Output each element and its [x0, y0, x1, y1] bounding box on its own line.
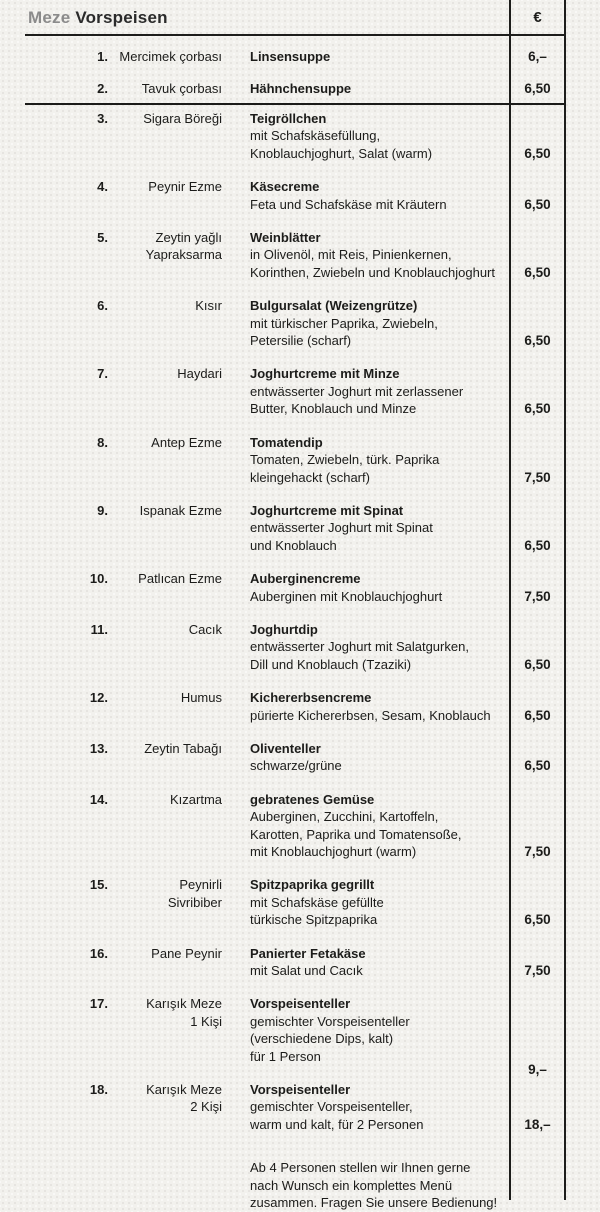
- item-price: 7,50: [524, 588, 551, 604]
- menu-header: [25, 0, 566, 36]
- item-turkish-name: Zeytin Tabağı: [144, 740, 222, 756]
- item-title: Käsecreme: [250, 179, 320, 195]
- item-number: 1.: [97, 49, 108, 64]
- item-description: mit türkischer Paprika, Zwiebeln, Petersilie (scharf): [250, 315, 438, 349]
- item-description: entwässerter Joghurt mit Spinat und Knoblauch: [250, 520, 433, 553]
- menu-item: [25, 502, 566, 554]
- item-german-block: [222, 876, 509, 928]
- item-number: 3.: [97, 111, 108, 126]
- item-description: mit Schafskäse gefüllte türkische Spitzpaprika: [250, 894, 384, 928]
- item-german-block: [222, 570, 509, 605]
- item-description: schwarze/grüne: [250, 758, 342, 774]
- item-german-block: [222, 945, 509, 980]
- item-price: 6,50: [524, 758, 551, 774]
- menu-item: [25, 791, 566, 861]
- item-price: 6,50: [524, 537, 551, 553]
- item-title: Panierter Fetakäse: [250, 945, 366, 961]
- item-number: 18.: [89, 1082, 108, 1098]
- menu-item: [25, 434, 566, 486]
- item-price: 6,50: [524, 196, 551, 212]
- item-turkish-name: Karışık Meze 2 Kişi: [146, 1082, 222, 1115]
- item-turkish-name: Zeytin yağlı Yapraksarma: [145, 230, 222, 263]
- item-title: Spitzpaprika gegrillt: [250, 877, 375, 893]
- item-title: Linsensuppe: [250, 49, 331, 64]
- menu-item: [25, 689, 566, 724]
- note-line: zusammen. Fragen Sie unsere Bedienung!: [250, 1195, 498, 1211]
- item-turkish-name: Tavuk çorbası: [141, 81, 222, 97]
- item-price: 7,50: [524, 844, 551, 859]
- item-title: Bulgursalat (Weizengrütze): [250, 298, 418, 314]
- item-price: 6,50: [524, 145, 551, 161]
- page-title-german: Vorspeisen: [75, 8, 168, 27]
- item-turkish-name: Kısır: [195, 298, 222, 314]
- item-title: Oliventeller: [250, 740, 321, 756]
- item-description: Feta und Schafskäse mit Kräutern: [250, 196, 447, 212]
- item-description: Auberginen, Zucchini, Kartoffeln, Karotten, Paprika und Tomatensoße, mit Knoblauchjoghurt (warm): [250, 809, 462, 859]
- price-column-right-rule: [564, 0, 566, 1200]
- item-turkish-name: Peynirli Sivribiber: [167, 877, 222, 910]
- item-number: 17.: [89, 996, 108, 1012]
- item-german-block: [222, 740, 509, 775]
- item-turkish-name: Cacık: [188, 621, 222, 637]
- item-number: 16.: [89, 945, 108, 961]
- item-german-block: [222, 48, 509, 65]
- item-turkish-name: Humus: [180, 690, 222, 706]
- menu-item: [25, 1081, 566, 1133]
- item-description: mit Salat und Cacık: [250, 963, 363, 979]
- item-price: 6,50: [524, 81, 551, 97]
- note-line: Ab 4 Personen stellen wir Ihnen gerne: [250, 1160, 471, 1176]
- item-german-block: [222, 297, 509, 349]
- menu-item: [25, 80, 566, 97]
- item-number: 11.: [90, 621, 108, 637]
- item-german-block: [222, 689, 509, 724]
- item-number: 5.: [97, 230, 108, 246]
- item-number: 6.: [97, 298, 108, 314]
- item-title: Joghurtdip: [250, 621, 318, 637]
- item-price: 6,50: [524, 912, 551, 928]
- item-turkish-name: Kızartma: [169, 791, 222, 807]
- item-german-block: [222, 621, 509, 673]
- item-turkish-name: Sigara Böreği: [143, 111, 222, 126]
- item-german-block: [222, 502, 509, 554]
- item-price: 6,50: [524, 333, 551, 349]
- item-description: mit Schafskäsefüllung, Knoblauchjoghurt, Salat (warm): [250, 128, 433, 161]
- item-title: gebratenes Gemüse: [250, 791, 375, 807]
- item-price: 18,–: [524, 1116, 551, 1132]
- item-title: Tomatendip: [250, 434, 323, 450]
- item-price: 7,50: [524, 469, 551, 485]
- item-title: Auberginencreme: [250, 571, 361, 587]
- menu-item: [25, 570, 566, 605]
- item-turkish-name: Mercimek çorbası: [119, 49, 222, 64]
- menu-item: [25, 229, 566, 281]
- item-description: gemischter Vorspeisenteller, warm und kalt, für 2 Personen: [250, 1099, 424, 1132]
- item-turkish-name: Antep Ezme: [151, 434, 222, 450]
- menu-footer-note: [250, 1159, 520, 1211]
- menu-item: [25, 621, 566, 673]
- menu-item: [25, 740, 566, 775]
- item-german-block: [222, 791, 509, 861]
- item-price: 7,50: [524, 963, 551, 979]
- menu-item: [25, 365, 566, 417]
- item-price: 9,–: [528, 1061, 547, 1077]
- item-price: 6,–: [528, 49, 547, 64]
- item-price: 6,50: [524, 707, 551, 723]
- item-german-block: [222, 995, 509, 1065]
- item-number: 4.: [97, 179, 108, 195]
- item-title: Joghurtcreme mit Spinat: [250, 502, 404, 518]
- item-description: Tomaten, Zwiebeln, türk. Paprika kleingehackt (scharf): [250, 452, 440, 485]
- item-description: entwässerter Joghurt mit zerlassener Butter, Knoblauch und Minze: [250, 383, 464, 417]
- page-title: [28, 8, 168, 28]
- item-number: 2.: [97, 81, 108, 97]
- item-turkish-name: Peynir Ezme: [148, 179, 222, 195]
- item-turkish-name: Haydari: [177, 366, 222, 382]
- item-description: in Olivenöl, mit Reis, Pinienkernen, Korinthen, Zwiebeln und Knoblauchjoghurt: [250, 247, 496, 280]
- item-turkish-name: Pane Peynir: [151, 945, 222, 961]
- item-title: Vorspeisenteller: [250, 996, 351, 1012]
- item-number: 7.: [97, 366, 108, 382]
- menu-item: [25, 48, 566, 65]
- item-title: Teigröllchen: [250, 111, 327, 126]
- item-number: 13.: [89, 740, 108, 756]
- item-title: Weinblätter: [250, 230, 321, 246]
- menu-item: [25, 945, 566, 980]
- item-number: 14.: [89, 791, 108, 807]
- menu-item: [25, 995, 566, 1077]
- item-price: 6,50: [524, 656, 551, 672]
- menu-item: [25, 876, 566, 928]
- menu-item: [25, 297, 566, 349]
- item-title: Joghurtcreme mit Minze: [250, 366, 400, 382]
- item-german-block: [222, 1081, 509, 1133]
- item-turkish-name: Patlıcan Ezme: [138, 571, 222, 587]
- item-price: 6,50: [524, 401, 551, 417]
- item-title: Kichererbsencreme: [250, 690, 372, 706]
- item-turkish-name: Ispanak Ezme: [139, 502, 222, 518]
- item-german-block: [222, 110, 509, 162]
- menu-item: [25, 110, 566, 162]
- item-description: entwässerter Joghurt mit Salatgurken, Dill und Knoblauch (Tzaziki): [250, 639, 469, 672]
- item-number: 10.: [89, 571, 108, 587]
- item-number: 8.: [97, 434, 108, 450]
- item-turkish-name: Karışık Meze 1 Kişi: [146, 996, 222, 1029]
- note-line: nach Wunsch ein komplettes Menü: [250, 1177, 453, 1193]
- currency-column-header: €: [533, 9, 542, 26]
- soups-section: [25, 36, 566, 105]
- item-price: 6,50: [524, 264, 551, 280]
- price-column-left-rule: [509, 0, 511, 1200]
- item-german-block: [222, 178, 509, 213]
- item-number: 9.: [97, 502, 108, 518]
- item-title: Hähnchensuppe: [250, 81, 352, 97]
- menu-item: [25, 178, 566, 213]
- item-german-block: [222, 365, 509, 417]
- item-german-block: [222, 80, 509, 97]
- item-number: 12.: [89, 690, 108, 706]
- item-german-block: [222, 229, 509, 281]
- item-description: gemischter Vorspeisenteller (verschiedene Dips, kalt) für 1 Person: [250, 1013, 410, 1064]
- item-description: pürierte Kichererbsen, Sesam, Knoblauch: [250, 707, 491, 723]
- item-german-block: [222, 434, 509, 486]
- meze-section: [25, 105, 566, 1133]
- item-title: Vorspeisenteller: [250, 1082, 351, 1098]
- page-title-turkish: Meze: [28, 8, 71, 27]
- item-description: Auberginen mit Knoblauchjoghurt: [250, 588, 443, 604]
- item-number: 15.: [89, 877, 108, 893]
